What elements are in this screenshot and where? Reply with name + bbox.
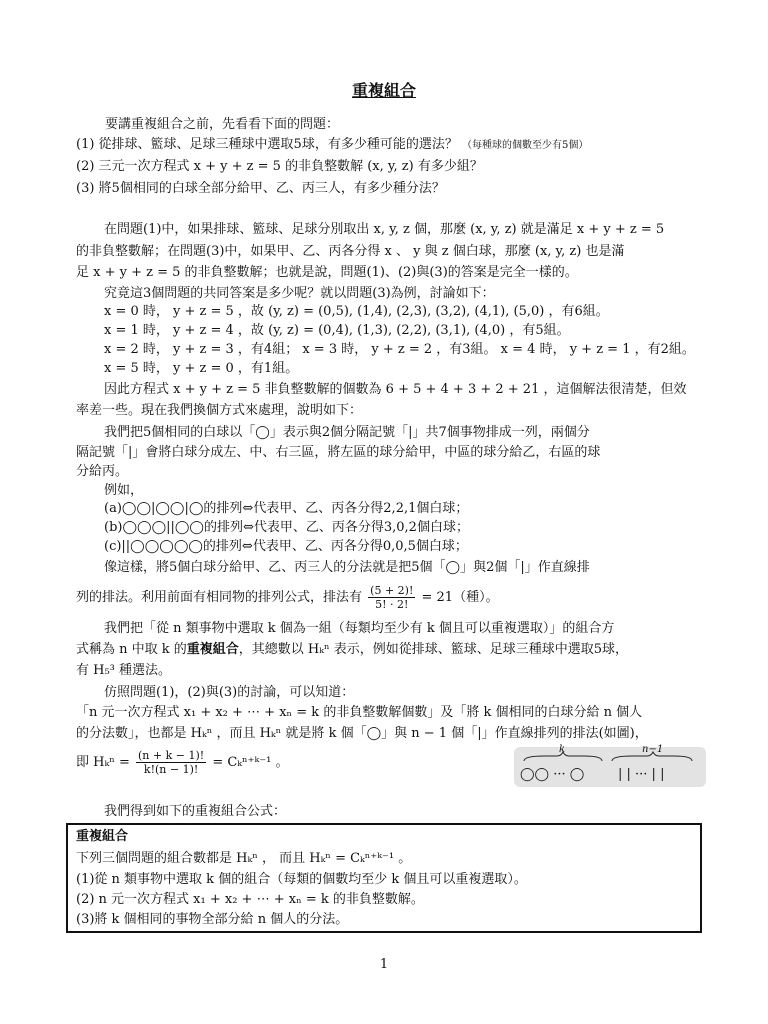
paragraph-5-text-b: = 21（種）。 (421, 590, 499, 605)
paragraph-5-line-1: 像這樣，將5個白球分給甲、乙、丙三人的分法就是把5個「◯」與2個「|」作直線排 (104, 560, 590, 575)
arrangement-diagram (514, 744, 706, 787)
question-1-text: (1) 從排球、籃球、足球三種球中選取5球，有多少種可能的選法？ (76, 137, 458, 152)
example-a: (a)◯◯|◯◯|◯的排列⇔代表甲、乙、丙各分得2,2,1個白球； (104, 501, 469, 516)
box-heading: 重複組合 (76, 829, 129, 844)
intro-text: 要講重複組合之前，先看看下面的問題： (105, 117, 340, 132)
paragraph-7: 仿照問題(1)，(2)與(3)的討論，可以知道： (104, 685, 355, 700)
factorial-fraction (368, 584, 415, 611)
paragraph-6-line-1: 我們把「從 n 類事物中選取 k 個為一組（每類均至少有 k 個且可以重複選取）」的組合方 (104, 621, 615, 636)
page-number: 1 (379, 957, 389, 972)
example-c: (c)||◯◯◯◯◯的排列⇔代表甲、乙、丙各分得0,0,5個白球； (104, 539, 468, 554)
question-3: (3) 將5個相同的白球全部分給甲、乙、丙三人，有多少種分法？ (76, 181, 445, 196)
question-2: (2) 三元一次方程式 x + y + z = 5 的非負整數解 (x, y, z) 有多少組？ (76, 159, 483, 174)
paragraph-4-line-2: 隔記號「|」會將白球分成左、中、右三區，將左區的球分給甲，中區的球分給乙，右區的球 (76, 445, 601, 460)
paragraph-8-text-a: 即 Hₖⁿ = (76, 755, 130, 770)
paragraph-6-text-b: ，其總數以 Hₖⁿ 表示，例如從排球、籃球、足球三種球中選取5球， (238, 642, 629, 657)
box-line-4: (3)將 k 個相同的事物全部分給 n 個人的分法。 (76, 912, 349, 927)
box-line-1: 下列三個問題的組合數都是 Hₖⁿ ， 而且 Hₖⁿ = Cₖⁿ⁺ᵏ⁻¹ 。 (76, 851, 412, 866)
k-label: k (559, 744, 566, 755)
formula-numerator: (n + k − 1)! (138, 749, 205, 762)
example-b: (b)◯◯◯||◯◯的排列⇔代表甲、乙、丙各分得3,0,2個白球； (104, 520, 469, 535)
paragraph-4-line-1: 我們把5個相同的白球以「◯」表示與2個分隔記號「|」共7個事物排成一列，兩個分 (104, 425, 590, 440)
formula-box (66, 823, 702, 933)
fraction-denominator: 5! · 2! (375, 598, 409, 611)
paragraph-1-line-2: 的非負整數解；在問題(3)中，如果甲、乙、丙各分得 x 、 y 與 z 個白球，那麼 (x, y, z) 也是滿 (76, 244, 625, 259)
paragraph-8-line-1: 「n 元一次方程式 x₁ + x₂ + ⋯ + xₙ = k 的非負整數解個數」及「將 k 個相同的白球分給 n 個人 (76, 705, 643, 720)
paragraph-6-line-3: 有 H₅³ 種選法。 (76, 663, 172, 678)
formula-fraction (136, 749, 206, 776)
paragraph-9: 我們得到如下的重複組合公式： (104, 804, 287, 819)
box-line-2: (1)從 n 類事物中選取 k 個的組合（每類的個數均至少 k 個且可以重複選取）。 (76, 872, 527, 887)
paragraph-6-line-2 (76, 641, 628, 659)
question-1 (76, 136, 588, 155)
paragraph-3-line-1: 因此方程式 x + y + z = 5 非負整數解的個數為 6 + 5 + 4 + 3 + 2 + 21 ，這個解法很清楚，但效 (104, 382, 687, 397)
circles-row: ◯◯ ··· ◯ (520, 767, 585, 782)
paragraph-1-line-3: 足 x + y + z = 5 的非負整數解；也就是說，問題(1)、(2)與(3)的答案是完全一樣的。 (76, 265, 578, 280)
page-title: 重複組合 (351, 81, 416, 100)
n-minus-1-label: n−1 (642, 744, 664, 755)
case-x0: x = 0 時， y + z = 5 ，故 (y, z) = (0,5), (1,4), (2,3), (3,2), (4,1), (5,0) ，有6組。 (104, 304, 609, 319)
paragraph-8-line-3 (76, 747, 288, 779)
paragraph-3-line-2: 率差一些。現在我們換個方式來處理，說明如下： (76, 403, 363, 418)
box-line-3: (2) n 元一次方程式 x₁ + x₂ + ⋯ + xₙ = k 的非負整數解。 (76, 892, 424, 907)
paragraph-4-line-3: 分給丙。 (76, 464, 129, 479)
term-repeated-combination: 重複組合 (186, 642, 239, 657)
case-x2-x4: x = 2 時， y + z = 3 ，有4組； x = 3 時， y + z = 2 ，有3組。 x = 4 時， y + z = 1 ，有2組。 (104, 342, 695, 357)
paragraph-8-text-b: = Cₖⁿ⁺ᵏ⁻¹ 。 (212, 755, 289, 770)
question-1-note: （每種球的個數至少有5個） (461, 140, 589, 151)
bars-row: | | ··· | | (618, 767, 665, 782)
fraction-numerator: (5 + 2)! (370, 584, 414, 597)
paragraph-8-line-2: 的分法數」，也都是 Hₖⁿ ，而且 Hₖⁿ 就是將 k 個「◯」與 n − 1 個「|」作直線排列的排法(如圖)， (76, 726, 648, 741)
formula-denominator: k!(n − 1)! (143, 763, 199, 776)
paragraph-6-text-a: 式稱為 n 中取 k 的 (76, 642, 187, 657)
paragraph-5-text-a: 列的排法。利用前面有相同物的排列公式，排法有 (76, 590, 363, 605)
paragraph-5-line-2 (76, 582, 499, 614)
paragraph-2: 究竟這3個問題的共同答案是多少呢？就以問題(3)為例，討論如下： (104, 286, 495, 301)
case-x5: x = 5 時， y + z = 0 ，有1組。 (104, 361, 299, 376)
example-heading: 例如， (104, 483, 144, 498)
paragraph-1-line-1: 在問題(1)中，如果排球、籃球、足球分別取出 x, y, z 個，那麼 (x, y, z) 就是滿足 x + y + z = 5 (104, 222, 665, 237)
case-x1: x = 1 時， y + z = 4 ，故 (y, z) = (0,4), (1,3), (2,2), (3,1), (4,0) ，有5組。 (104, 323, 570, 338)
